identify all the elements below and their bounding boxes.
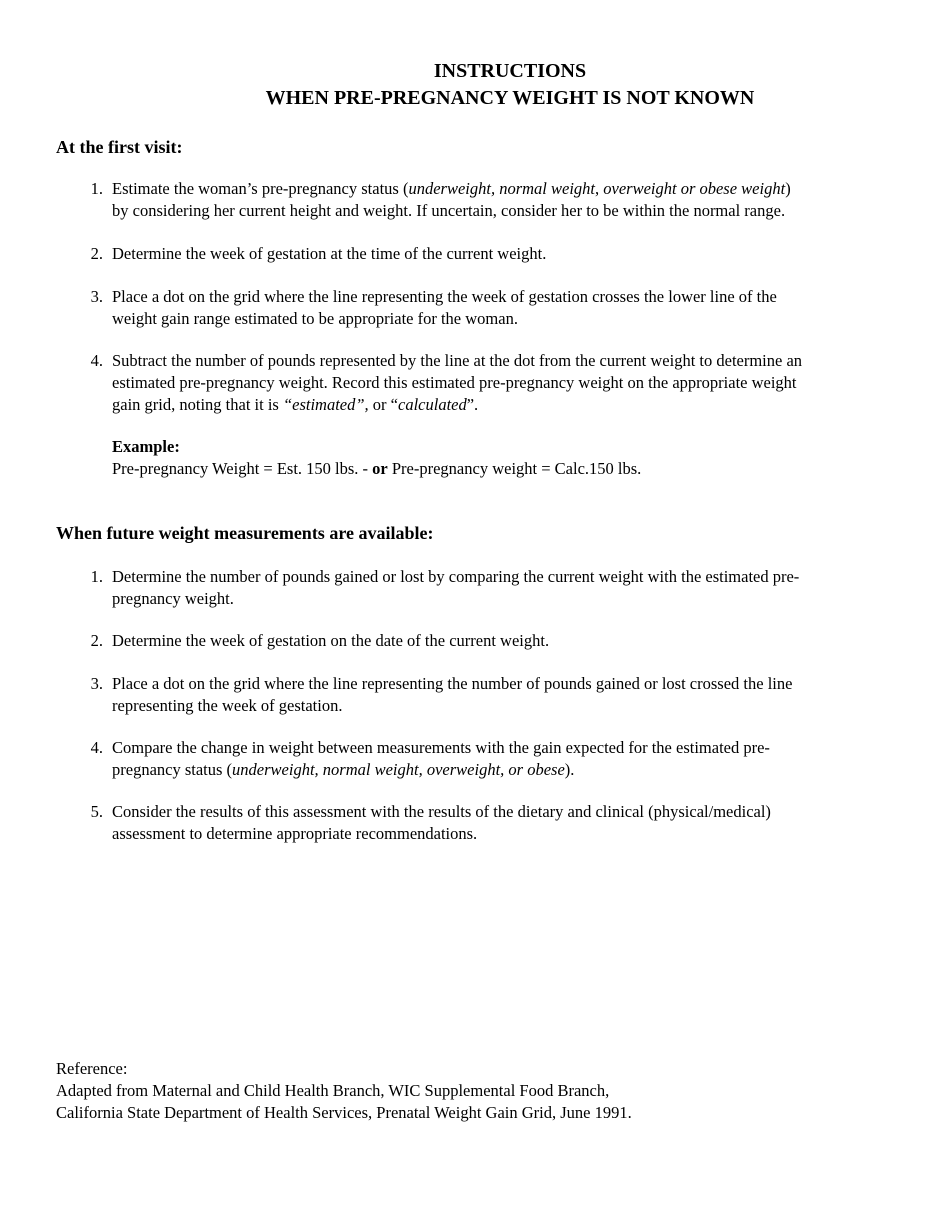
item-line: pregnancy status (underweight, normal weight, overweight, or obese).: [112, 760, 575, 779]
item-line: representing the week of gestation.: [112, 696, 343, 715]
list-number: 4.: [90, 738, 103, 757]
item-line: Place a dot on the grid where the line representing the number of pounds gained or lost crossed the line: [112, 674, 793, 693]
document-subtitle: WHEN PRE-PREGNANCY WEIGHT IS NOT KNOWN: [265, 87, 755, 109]
first-visit-heading: At the first visit:: [56, 137, 183, 157]
item-line: Estimate the woman’s pre-pregnancy status (underweight, normal weight, overweight or obese weight): [112, 179, 791, 198]
item-line: weight gain range estimated to be appropriate for the woman.: [112, 309, 518, 328]
item-line: Determine the number of pounds gained or lost by comparing the current weight with the estimated pre-: [112, 567, 800, 586]
example-text: Pre-pregnancy Weight = Est. 150 lbs. - or Pre-pregnancy weight = Calc.150 lbs.: [112, 459, 642, 478]
list-number: 3.: [90, 287, 103, 306]
item-line: Determine the week of gestation at the time of the current weight.: [112, 244, 547, 263]
list-number: 1.: [90, 567, 103, 586]
item-line: estimated pre-pregnancy weight. Record this estimated pre-pregnancy weight on the appropriate weight: [112, 373, 797, 392]
reference-label: Reference:: [56, 1059, 128, 1078]
reference-block: [56, 1058, 632, 1124]
item-line: Determine the week of gestation on the date of the current weight.: [112, 631, 550, 650]
list-number: 2.: [90, 244, 103, 263]
item-line: Place a dot on the grid where the line representing the week of gestation crosses the lower line of the: [112, 287, 777, 306]
list-number: 3.: [90, 674, 103, 693]
list-number: 2.: [90, 631, 103, 650]
example-label: Example:: [112, 437, 180, 456]
item-line: Consider the results of this assessment with the results of the dietary and clinical (physical/medical): [112, 802, 771, 821]
document-title: INSTRUCTIONS: [433, 60, 587, 82]
reference-line: California State Department of Health Services, Prenatal Weight Gain Grid, June 1991.: [56, 1103, 632, 1122]
item-line: Subtract the number of pounds represented by the line at the dot from the current weight to determine an: [112, 351, 803, 370]
reference-line: Adapted from Maternal and Child Health Branch, WIC Supplemental Food Branch,: [56, 1081, 610, 1100]
list-number: 5.: [90, 802, 103, 821]
list-number: 1.: [90, 179, 103, 198]
future-measurements-heading: When future weight measurements are available:: [56, 523, 434, 543]
item-line: by considering her current height and weight. If uncertain, consider her to be within the normal range.: [112, 201, 786, 220]
item-line: gain grid, noting that it is “estimated”, or “calculated”.: [112, 395, 479, 414]
item-line: assessment to determine appropriate recommendations.: [112, 824, 478, 843]
item-line: pregnancy weight.: [112, 589, 234, 608]
example-block: [112, 436, 641, 480]
item-line: Compare the change in weight between measurements with the gain expected for the estimated pre-: [112, 738, 770, 757]
list-number: 4.: [90, 351, 103, 370]
